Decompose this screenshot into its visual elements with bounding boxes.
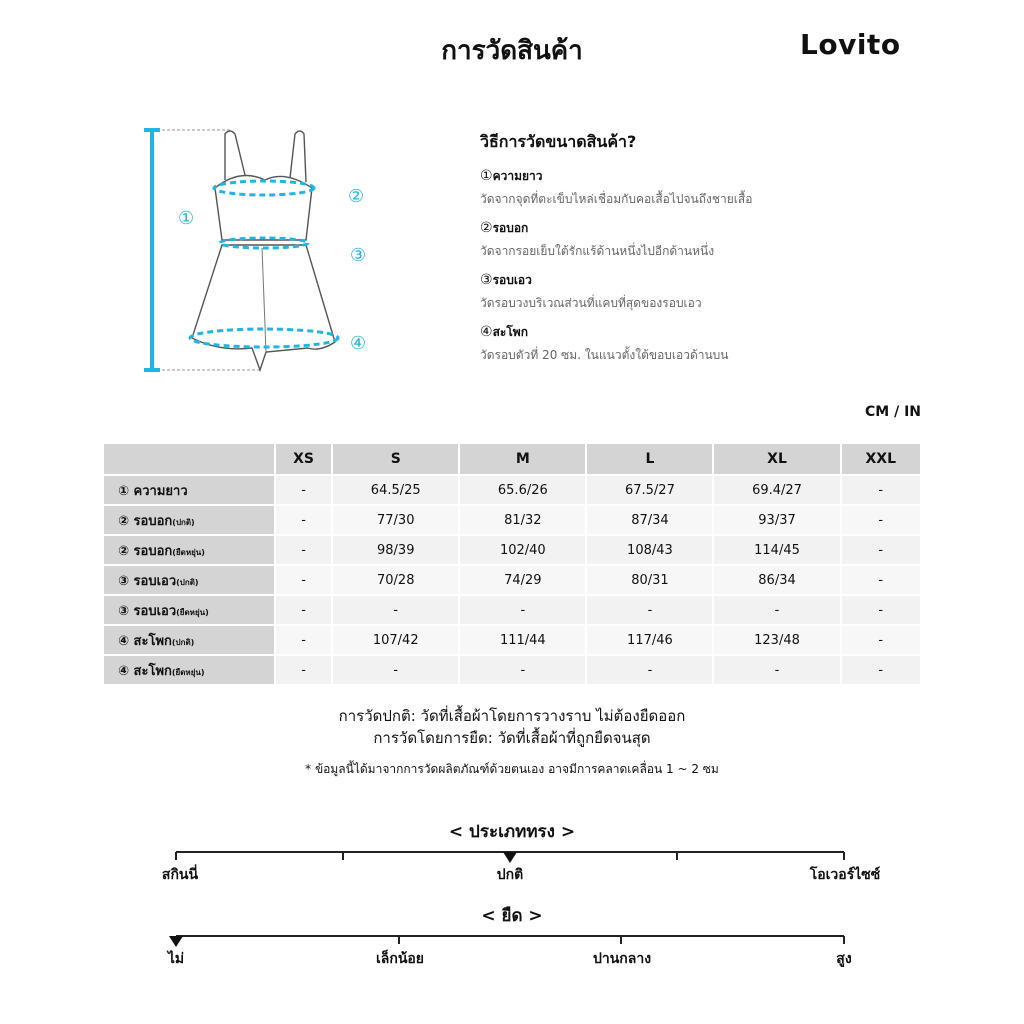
step-name: สะโพก <box>492 325 528 339</box>
step-description: วัดจากรอยเย็บใต้รักแร้ด้านหนึ่งไปอีกด้านหนึ่ง <box>480 244 715 258</box>
size-header: XL <box>714 444 839 474</box>
size-header: XS <box>276 444 331 474</box>
table-row <box>104 626 920 654</box>
table-cell: - <box>276 656 331 684</box>
step-number: ① <box>480 168 493 184</box>
table-cell: 69.4/27 <box>714 476 839 504</box>
table-cell: - <box>587 596 712 624</box>
marker-hip: ④ <box>350 333 367 354</box>
step-name: ความยาว <box>492 169 543 183</box>
table-cell: 102/40 <box>460 536 585 564</box>
skirt <box>192 245 335 370</box>
stretch-scale <box>160 928 860 950</box>
table-cell: - <box>842 656 920 684</box>
table-cell: - <box>333 656 458 684</box>
row-label: ④ สะโพก(ปกติ) <box>104 626 274 654</box>
table-row <box>104 476 920 504</box>
table-row <box>104 536 920 564</box>
size-header: S <box>333 444 458 474</box>
table-row <box>104 596 920 624</box>
stretch-label-medium: ปานกลาง <box>592 951 652 967</box>
row-label: ④ สะโพก(ยืดหยุ่น) <box>104 656 274 684</box>
fit-scale-title: < ประเภททรง > <box>448 822 576 842</box>
step-description: วัดรอบวงบริเวณส่วนที่แคบที่สุดของรอบเอว <box>480 296 702 310</box>
table-cell: 117/46 <box>587 626 712 654</box>
row-label: ③ รอบเอว(ปกติ) <box>104 566 274 594</box>
how-to-measure <box>480 130 920 373</box>
fit-label-oversize: โอเวอร์ไซซ์ <box>809 867 881 883</box>
table-cell: - <box>276 596 331 624</box>
step-number: ③ <box>480 272 493 288</box>
stretch-selected-marker <box>169 936 183 947</box>
note-stretch: การวัดโดยการยืด: วัดที่เสื้อผ้าที่ถูกยืดจนสุด <box>373 729 651 747</box>
stretch-label-none: ไม่ <box>167 951 185 967</box>
step-number: ④ <box>480 324 493 340</box>
bodice <box>215 176 312 241</box>
table-cell: 107/42 <box>333 626 458 654</box>
table-cell: 70/28 <box>333 566 458 594</box>
table-row <box>104 566 920 594</box>
table-cell: 123/48 <box>714 626 839 654</box>
table-cell: - <box>842 566 920 594</box>
stretch-scale-title: < ยืด > <box>481 906 543 926</box>
garment-diagram <box>130 120 380 380</box>
step-description: วัดจากจุดที่ตะเข็บไหล่เชื่อมกับคอเสื้อไปจนถึงชายเสื้อ <box>480 192 753 206</box>
step-number: ② <box>480 220 493 236</box>
table-cell: - <box>460 656 585 684</box>
table-cell: 86/34 <box>714 566 839 594</box>
table-cell: 98/39 <box>333 536 458 564</box>
table-cell: - <box>587 656 712 684</box>
table-header-row <box>104 444 920 474</box>
stretch-label-slight: เล็กน้อย <box>375 951 425 967</box>
table-cell: - <box>842 536 920 564</box>
table-cell: - <box>460 596 585 624</box>
table-cell: 65.6/26 <box>460 476 585 504</box>
table-cell: 93/37 <box>714 506 839 534</box>
table-cell: - <box>842 476 920 504</box>
table-cell: - <box>842 596 920 624</box>
fit-label-skinny: สกินนี่ <box>161 867 199 883</box>
step-name: รอบอก <box>492 221 529 235</box>
table-cell: 80/31 <box>587 566 712 594</box>
row-label: ② รอบอก(ปกติ) <box>104 506 274 534</box>
table-row <box>104 506 920 534</box>
fit-label-regular: ปกติ <box>496 867 524 883</box>
step-hip <box>480 321 920 365</box>
page-title: การวัดสินค้า <box>441 36 583 66</box>
table-cell: - <box>714 596 839 624</box>
table-cell: 111/44 <box>460 626 585 654</box>
table-cell: - <box>333 596 458 624</box>
table-cell: - <box>842 506 920 534</box>
note-normal: การวัดปกติ: วัดที่เสื้อผ้าโดยการวางราบ ไม่ต้องยืดออก <box>338 707 686 725</box>
table-cell: - <box>276 626 331 654</box>
table-cell: 77/30 <box>333 506 458 534</box>
table-cell: - <box>276 536 331 564</box>
size-header: XXL <box>842 444 920 474</box>
step-length <box>480 165 920 209</box>
table-cell: - <box>714 656 839 684</box>
table-cell: - <box>276 506 331 534</box>
step-bust <box>480 217 920 261</box>
step-name: รอบเอว <box>492 273 532 287</box>
row-label: ② รอบอก(ยืดหยุ่น) <box>104 536 274 564</box>
table-cell: 108/43 <box>587 536 712 564</box>
marker-length: ① <box>178 208 195 229</box>
how-to-heading: วิธีการวัดขนาดสินค้า? <box>480 132 637 151</box>
table-cell: 74/29 <box>460 566 585 594</box>
table-cell: 87/34 <box>587 506 712 534</box>
unit-label: CM / IN <box>865 404 921 420</box>
table-cell: - <box>276 476 331 504</box>
size-header: M <box>460 444 585 474</box>
table-row <box>104 656 920 684</box>
table-cell: - <box>842 626 920 654</box>
table-cell: 114/45 <box>714 536 839 564</box>
marker-waist: ③ <box>350 245 367 266</box>
fit-scale <box>160 844 860 866</box>
marker-bust: ② <box>348 186 365 207</box>
table-cell: 67.5/27 <box>587 476 712 504</box>
table-corner-cell <box>104 444 274 474</box>
step-waist <box>480 269 920 313</box>
size-header: L <box>587 444 712 474</box>
note-disclaimer: * ข้อมูลนี้ได้มาจากการวัดผลิตภัณฑ์ด้วยตนเอง อาจมีการคลาดเคลื่อน 1 ~ 2 ซม <box>305 762 719 776</box>
step-description: วัดรอบตัวที่ 20 ซม. ในแนวตั้งใต้ขอบเอวด้านบน <box>480 348 729 362</box>
right-strap <box>290 131 306 182</box>
size-table <box>102 442 922 686</box>
table-cell: - <box>276 566 331 594</box>
table-cell: 81/32 <box>460 506 585 534</box>
left-strap <box>225 131 245 180</box>
brand-logo: Lovito <box>800 28 901 61</box>
stretch-label-high: สูง <box>836 951 852 967</box>
row-label: ③ รอบเอว(ยืดหยุ่น) <box>104 596 274 624</box>
row-label: ① ความยาว <box>104 476 274 504</box>
table-cell: 64.5/25 <box>333 476 458 504</box>
fit-selected-marker <box>503 852 517 863</box>
waist-measure-line <box>220 238 308 248</box>
